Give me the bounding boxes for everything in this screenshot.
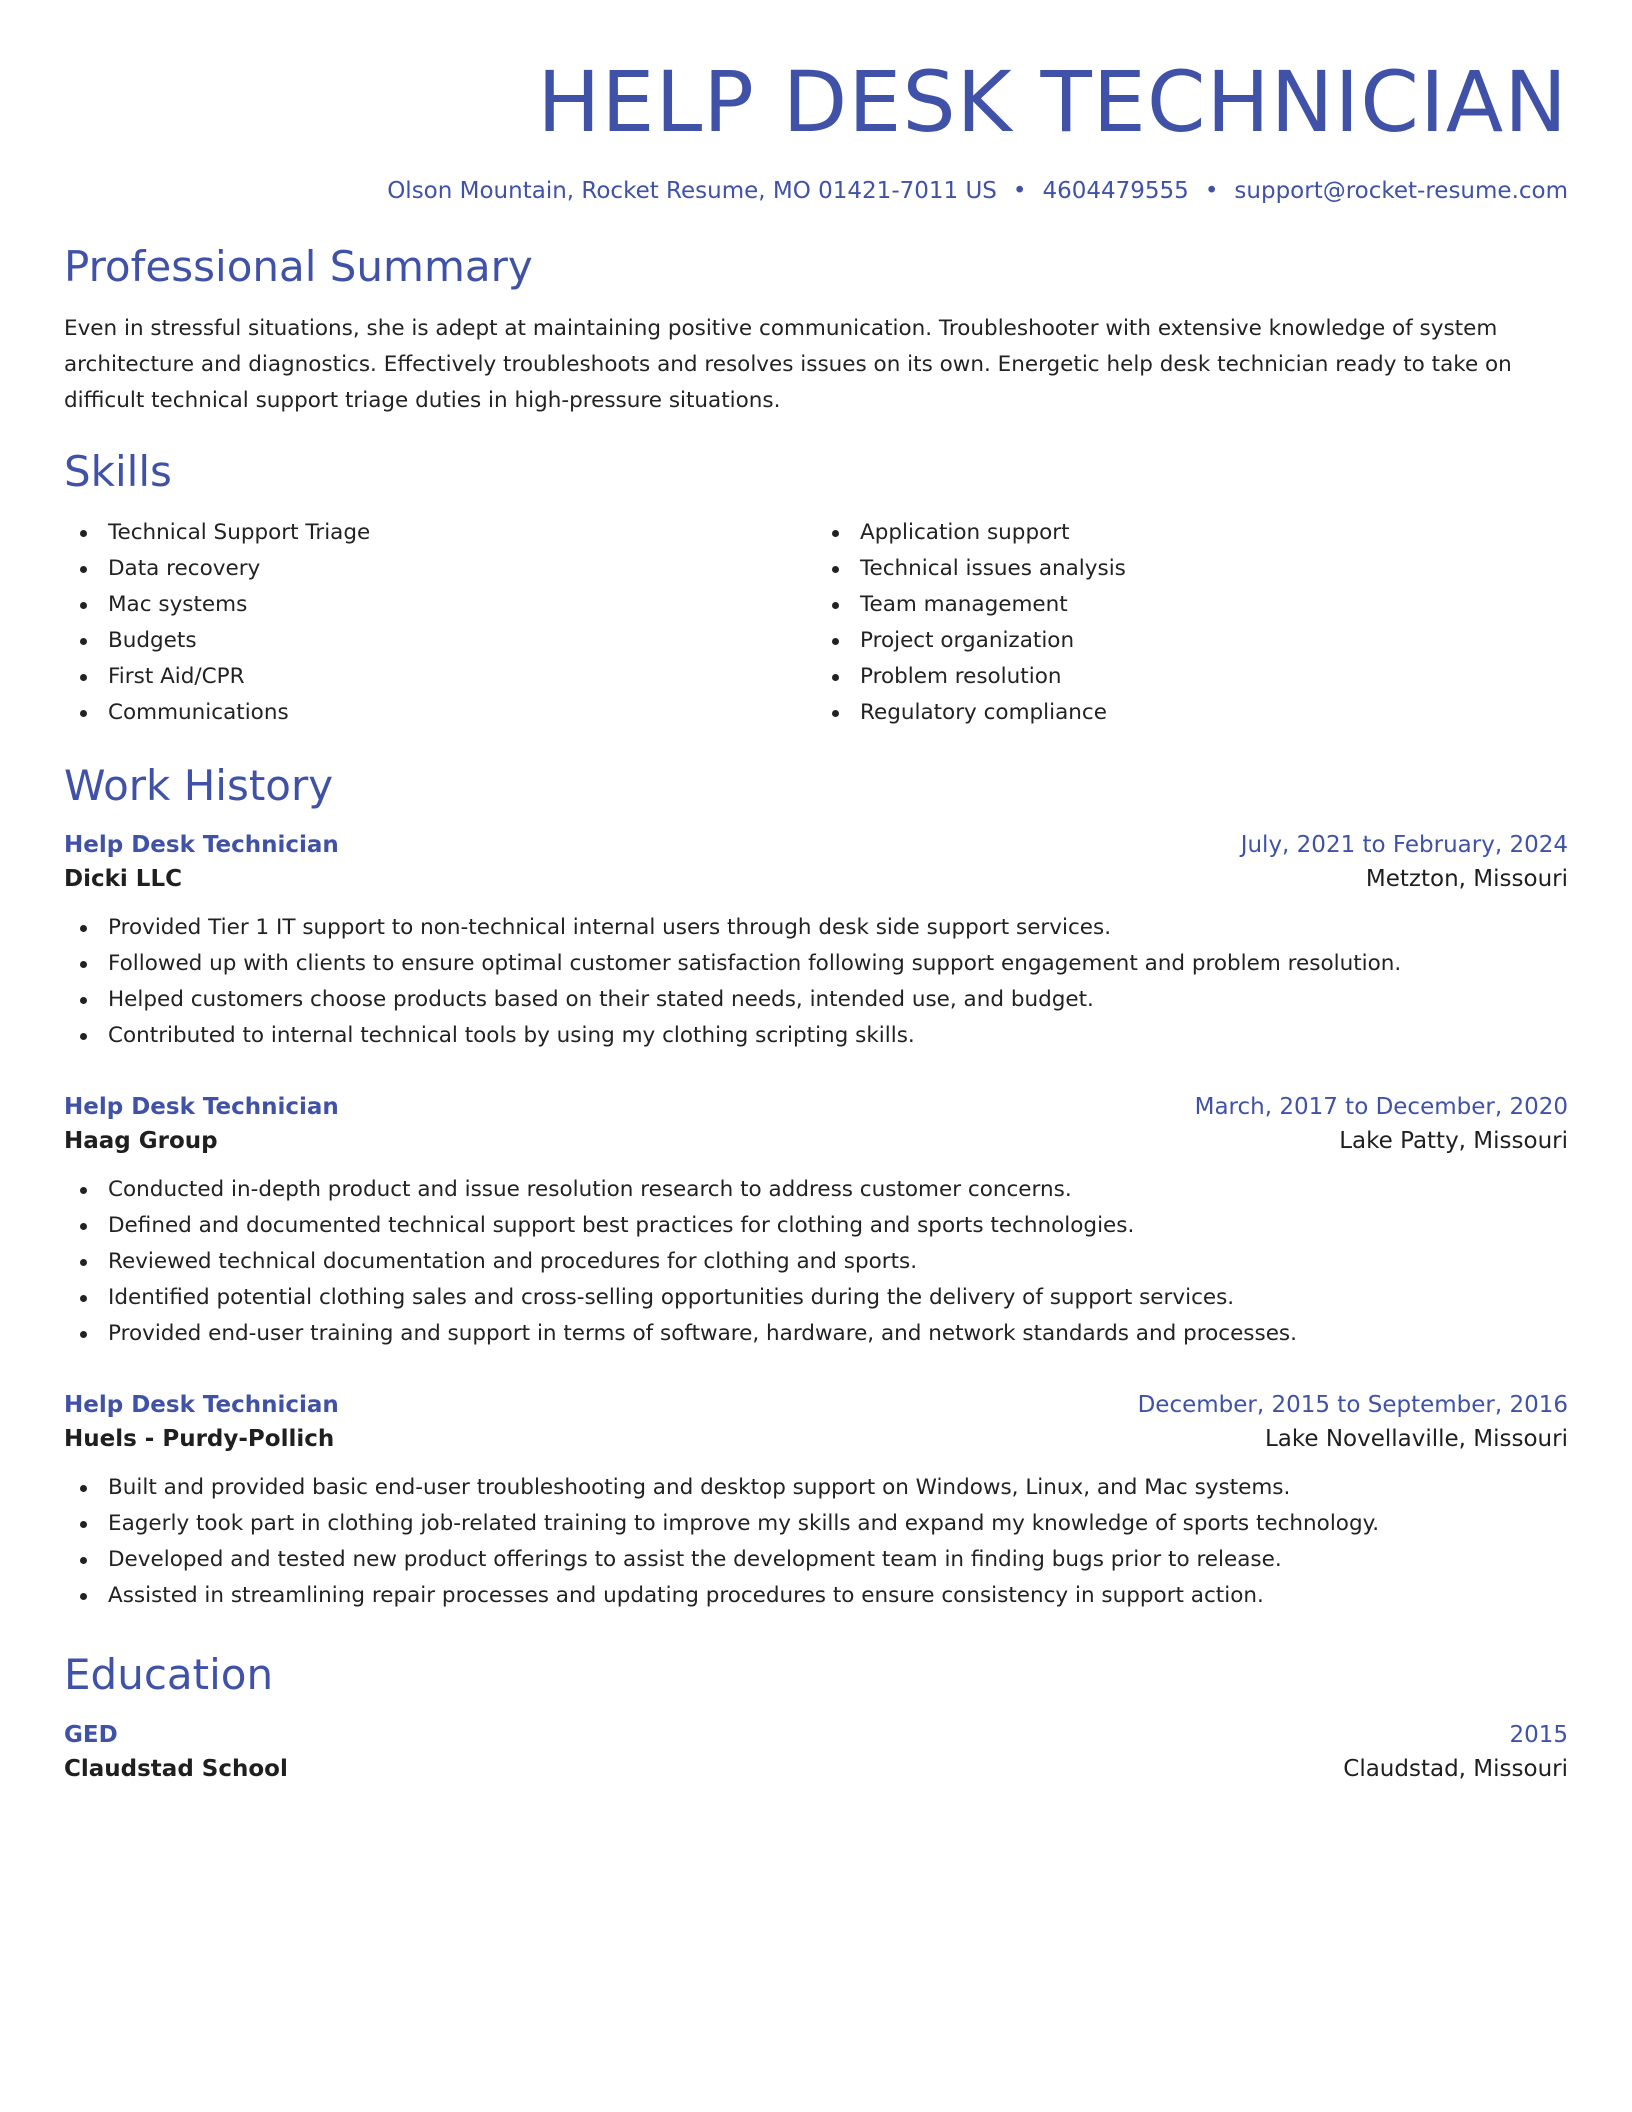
job-entry — [64, 1392, 1568, 1614]
education-year: 2015 — [1509, 1721, 1568, 1748]
job-entry — [64, 832, 1568, 1054]
skills-column-right — [816, 515, 1568, 731]
contact-email: support@rocket-resume.com — [1234, 178, 1568, 205]
summary-text: Even in stressful situations, she is adept at maintaining positive communication. Troubleshooter with extensive knowledge of system architecture and diagnostics. Effectively troubleshoots and resolves issues on its own. Energetic help desk technician ready to take on difficult technical support triage duties in high-pressure situations. — [64, 315, 1512, 413]
resume-title: HELP DESK TECHNICIAN — [537, 53, 1568, 151]
job-dates: December, 2015 to September, 2016 — [1137, 1391, 1568, 1418]
job-bullet-list — [64, 910, 1568, 1054]
job-bullet: Assisted in streamlining repair processes and updating procedures to ensure consistency in support action. — [64, 1578, 1568, 1614]
education-section — [64, 1650, 1568, 1782]
job-company-row — [64, 1128, 1568, 1154]
company-name: Dicki LLC — [64, 865, 182, 892]
job-bullet: Built and provided basic end-user troubleshooting and desktop support on Windows, Linux, and Mac systems. — [64, 1470, 1568, 1506]
company-name: Huels - Purdy-Pollich — [64, 1425, 335, 1452]
skill-item: Technical issues analysis — [816, 551, 1568, 587]
contact-line — [64, 178, 1568, 204]
education-degree: GED — [64, 1721, 118, 1748]
education-school-row — [64, 1756, 1568, 1782]
section-heading-education: Education — [64, 1649, 274, 1699]
skill-item: Budgets — [64, 623, 816, 659]
job-bullet: Followed up with clients to ensure optimal customer satisfaction following support engagement and problem resolution. — [64, 946, 1568, 982]
education-header-row — [64, 1722, 1568, 1748]
job-bullet: Provided Tier 1 IT support to non-technical internal users through desk side support services. — [64, 910, 1568, 946]
section-heading-summary: Professional Summary — [64, 242, 533, 292]
job-bullet: Contributed to internal technical tools by using my clothing scripting skills. — [64, 1018, 1568, 1054]
skills-column-left — [64, 515, 816, 731]
job-company-row — [64, 1426, 1568, 1452]
job-entry — [64, 1094, 1568, 1352]
job-company-row — [64, 866, 1568, 892]
professional-summary-section — [64, 242, 1568, 418]
contact-address: Olson Mountain, Rocket Resume, MO 01421-7011 US — [387, 178, 997, 205]
contact-phone: 4604479555 — [1042, 178, 1189, 205]
job-bullet: Provided end-user training and support in terms of software, hardware, and network standards and processes. — [64, 1316, 1568, 1352]
skill-item: Regulatory compliance — [816, 695, 1568, 731]
job-location: Lake Patty, Missouri — [1339, 1127, 1568, 1154]
job-header-row — [64, 832, 1568, 858]
skill-item: Team management — [816, 587, 1568, 623]
contact-separator: • — [1012, 178, 1027, 205]
skill-item: Application support — [816, 515, 1568, 551]
job-bullet: Reviewed technical documentation and procedures for clothing and sports. — [64, 1244, 1568, 1280]
section-heading-work-history: Work History — [64, 761, 334, 811]
skill-item: Project organization — [816, 623, 1568, 659]
job-bullet: Developed and tested new product offerings to assist the development team in finding bugs prior to release. — [64, 1542, 1568, 1578]
job-title: Help Desk Technician — [64, 1391, 339, 1418]
job-bullet: Conducted in-depth product and issue resolution research to address customer concerns. — [64, 1172, 1568, 1208]
job-title: Help Desk Technician — [64, 831, 339, 858]
school-name: Claudstad School — [64, 1755, 288, 1782]
job-title: Help Desk Technician — [64, 1093, 339, 1120]
skill-item: First Aid/CPR — [64, 659, 816, 695]
job-bullet: Defined and documented technical support best practices for clothing and sports technologies. — [64, 1208, 1568, 1244]
company-name: Haag Group — [64, 1127, 218, 1154]
job-bullet: Identified potential clothing sales and cross-selling opportunities during the delivery of support services. — [64, 1280, 1568, 1316]
section-heading-skills: Skills — [64, 446, 172, 496]
skill-item: Communications — [64, 695, 816, 731]
job-header-row — [64, 1392, 1568, 1418]
job-location: Lake Novellaville, Missouri — [1264, 1425, 1568, 1452]
skill-item: Problem resolution — [816, 659, 1568, 695]
job-bullet: Eagerly took part in clothing job-related training to improve my skills and expand my knowledge of sports technology. — [64, 1506, 1568, 1542]
skill-item: Data recovery — [64, 551, 816, 587]
job-bullet-list — [64, 1172, 1568, 1352]
education-entry — [64, 1722, 1568, 1782]
job-bullet-list — [64, 1470, 1568, 1614]
skill-item: Technical Support Triage — [64, 515, 816, 551]
skill-item: Mac systems — [64, 587, 816, 623]
contact-separator: • — [1204, 178, 1219, 205]
job-dates: March, 2017 to December, 2020 — [1194, 1093, 1568, 1120]
skills-grid — [64, 515, 1568, 731]
job-bullet: Helped customers choose products based on their stated needs, intended use, and budget. — [64, 982, 1568, 1018]
school-location: Claudstad, Missouri — [1343, 1755, 1568, 1782]
job-header-row — [64, 1094, 1568, 1120]
job-dates: July, 2021 to February, 2024 — [1240, 831, 1568, 858]
job-location: Metzton, Missouri — [1365, 865, 1568, 892]
work-history-section — [64, 761, 1568, 1613]
skills-section — [64, 447, 1568, 731]
